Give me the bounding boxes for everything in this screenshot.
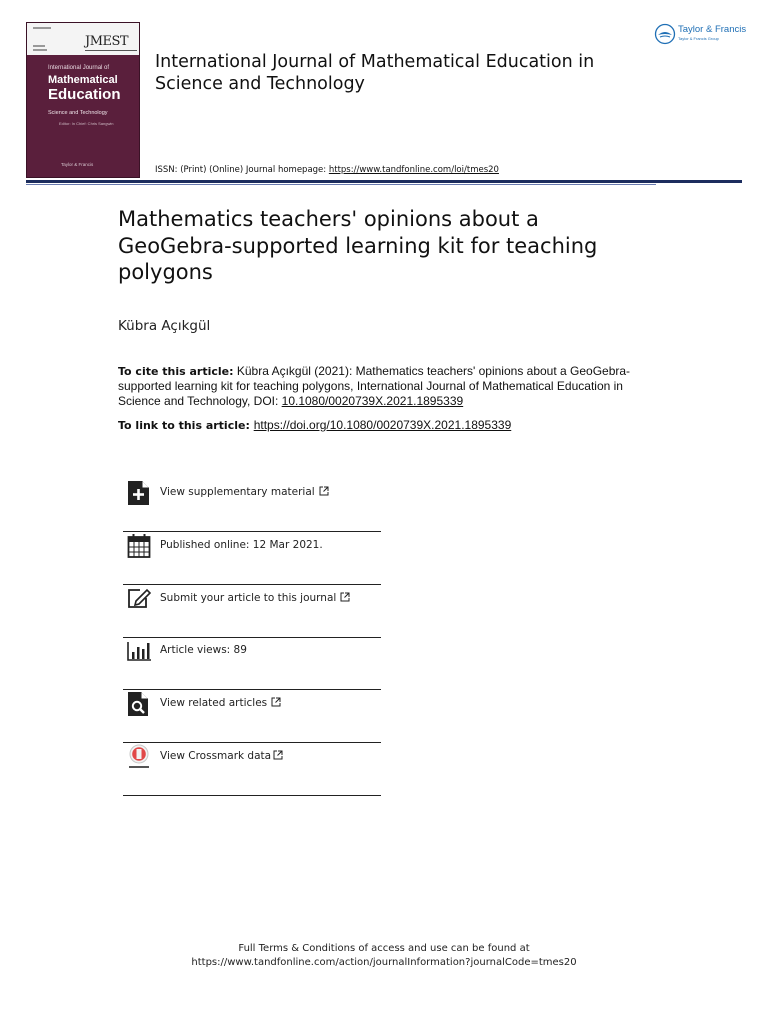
- article-title: Mathematics teachers' opinions about a GeoGebra-supported learning kit for teaching polygons: [118, 207, 598, 284]
- search-document-icon: [127, 691, 151, 717]
- cover-mark: [33, 27, 51, 29]
- citation-label: To cite this article:: [118, 365, 234, 378]
- taylor-francis-icon: [654, 23, 676, 45]
- external-link-icon: [273, 750, 283, 760]
- cover-abbreviation: JMEST: [85, 34, 129, 49]
- info-item-text: View related articles: [160, 697, 268, 709]
- info-item-crossmark[interactable]: [123, 744, 381, 796]
- info-item-views: [123, 638, 381, 690]
- doi-link[interactable]: 10.1080/0020739X.2021.1895339: [281, 394, 464, 408]
- bar-chart-icon: [127, 638, 151, 664]
- info-item-supplementary[interactable]: [123, 480, 381, 532]
- info-item-text: View supplementary material: [160, 486, 315, 498]
- edit-icon: [127, 586, 151, 612]
- footer: [0, 942, 768, 970]
- info-item-related[interactable]: [123, 691, 381, 743]
- external-link-icon: [271, 697, 281, 707]
- external-link-icon: [340, 592, 350, 602]
- article-link-line: [118, 418, 511, 432]
- journal-homepage-link[interactable]: https://www.tandfonline.com/loi/tmes20: [328, 165, 499, 175]
- cover-publisher: Taylor & Francis: [61, 162, 94, 167]
- journal-cover: [26, 22, 140, 178]
- header-rule-thin: [26, 184, 656, 185]
- info-item-text: Submit your article to this journal: [160, 592, 337, 604]
- cover-divider: [85, 50, 137, 51]
- citation-block: [118, 364, 648, 409]
- cover-mark: [33, 45, 45, 47]
- citation-text: Kübra Açıkgül (2021): Mathematics teachers' opinions about a GeoGebra-supported learning kit for teaching polygons, International Journal of Mathematical Education in Science and Technology, DOI:: [118, 364, 631, 408]
- cover-line-1: International Journal of: [48, 65, 110, 71]
- add-file-icon: [127, 480, 151, 506]
- cover-header: [27, 23, 139, 55]
- publisher-logo: [654, 22, 750, 46]
- info-item-label: [160, 750, 283, 762]
- info-item-label: [160, 486, 329, 498]
- info-item-text: View Crossmark data: [160, 750, 272, 762]
- cover-line-2: Mathematical: [48, 74, 118, 86]
- publisher-group: Taylor & Francis Group: [678, 36, 719, 41]
- row-divider: [123, 531, 381, 532]
- issn-text: ISSN: (Print) (Online) Journal homepage:: [155, 165, 329, 175]
- row-divider: [123, 742, 381, 743]
- external-link-icon: [319, 486, 329, 496]
- info-item-label: Article views: 89: [160, 644, 247, 656]
- issn-line: [155, 165, 499, 175]
- info-item-label: [160, 592, 350, 604]
- info-item-submit[interactable]: [123, 586, 381, 638]
- calendar-icon: [127, 533, 151, 559]
- publisher-name: Taylor & Francis: [678, 24, 747, 35]
- info-item-label: Published online: 12 Mar 2021.: [160, 539, 323, 551]
- cover-line-4: Science and Technology: [48, 110, 108, 116]
- crossmark-icon: [127, 744, 151, 772]
- row-divider: [123, 689, 381, 690]
- row-divider: [123, 795, 381, 796]
- cover-editor: Editor: In Chief: Chris Sangwin: [59, 121, 114, 126]
- journal-title: International Journal of Mathematical Education in Science and Technology: [155, 52, 595, 94]
- link-label: To link to this article:: [118, 419, 254, 432]
- article-author: Kübra Açıkgül: [118, 318, 211, 334]
- footer-line-1: Full Terms & Conditions of access and use can be found at: [238, 943, 530, 954]
- cover-mark: [33, 49, 47, 51]
- article-doi-url-link[interactable]: https://doi.org/10.1080/0020739X.2021.1895339: [253, 418, 512, 432]
- header-rule: [26, 180, 742, 183]
- row-divider: [123, 584, 381, 585]
- info-item-published: [123, 533, 381, 585]
- footer-terms-link[interactable]: https://www.tandfonline.com/action/journalInformation?journalCode=tmes20: [191, 957, 577, 968]
- info-item-label: [160, 697, 281, 709]
- cover-line-3: Education: [48, 86, 121, 103]
